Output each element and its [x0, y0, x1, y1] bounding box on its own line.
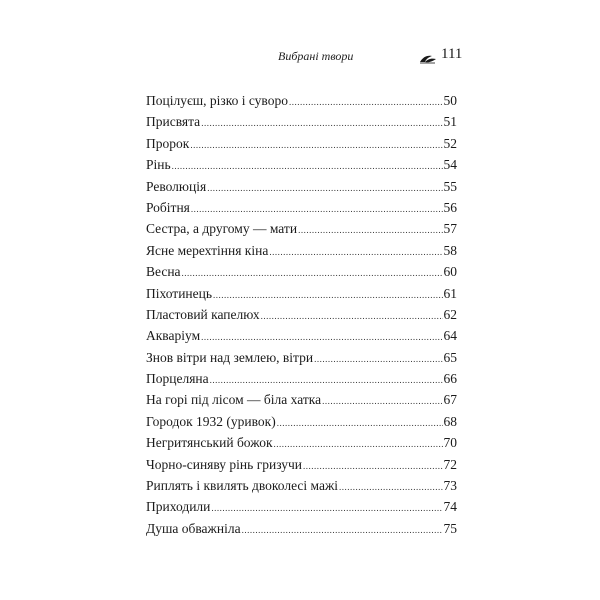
running-header [0, 45, 600, 67]
toc-entry-page: 60 [443, 264, 457, 280]
toc-entry-title: Акваріум [146, 328, 201, 344]
page-number: 111 [441, 46, 463, 62]
toc-entry-title: Весна [146, 264, 181, 280]
dot-leader [274, 432, 443, 455]
toc-entry [146, 411, 457, 432]
dot-leader [172, 154, 443, 177]
toc-entry-title: Пластовий капелюх [146, 306, 260, 322]
dot-leader [207, 176, 442, 199]
toc-entry [146, 90, 457, 111]
toc-entry [146, 218, 457, 239]
toc-entry-title: Негритянський божок [146, 435, 273, 451]
toc-entry-page: 73 [443, 478, 457, 494]
toc-entry-title: Городок 1932 (уривок) [146, 413, 276, 429]
toc-entry [146, 454, 457, 475]
toc-entry-title: Сестра, а другому — мати [146, 221, 298, 237]
toc-entry [146, 368, 457, 389]
toc-entry-page: 64 [443, 328, 457, 344]
toc-entry-page: 68 [443, 413, 457, 429]
dot-leader [213, 283, 442, 306]
toc-entry-page: 74 [443, 499, 457, 515]
toc-entry-page: 51 [443, 114, 457, 130]
toc-entry [146, 325, 457, 346]
toc-entry [146, 475, 457, 496]
toc-entry-title: Приходили [146, 499, 211, 515]
toc-entry-title: Революція [146, 178, 207, 194]
toc-entry [146, 261, 457, 282]
toc-entry [146, 432, 457, 453]
toc-entry [146, 347, 457, 368]
toc-entry-page: 65 [443, 349, 457, 365]
toc-entry-title: Порцеляна [146, 371, 209, 387]
leaf-ornament-icon [419, 50, 437, 62]
toc-entry-title: Душа обважніла [146, 520, 241, 536]
toc-entry [146, 197, 457, 218]
toc-entry-title: Ясне мерехтіння кіна [146, 242, 269, 258]
dot-leader [269, 240, 442, 263]
dot-leader [210, 368, 443, 391]
toc-entry [146, 176, 457, 197]
toc-entry-title: Пророк [146, 135, 190, 151]
toc-entry-title: Присвята [146, 114, 201, 130]
toc-entry-page: 62 [443, 306, 457, 322]
toc-entry [146, 304, 457, 325]
toc-entry-title: Поцілуєш, різко і суворо [146, 93, 288, 108]
toc-entry-page: 54 [443, 157, 457, 173]
toc-entry-page: 66 [443, 371, 457, 387]
dot-leader [339, 475, 442, 498]
dot-leader [201, 111, 442, 134]
toc-entry-page: 75 [443, 520, 457, 536]
dot-leader [298, 218, 442, 241]
toc-entry-page: 70 [443, 435, 457, 451]
dot-leader [277, 411, 443, 434]
dot-leader [261, 304, 443, 327]
toc-entry-title: Чорно-синяву рінь гризучи [146, 456, 303, 472]
dot-leader [314, 347, 442, 370]
toc-entry [146, 240, 457, 261]
toc-entry-page: 57 [443, 221, 457, 237]
toc-entry-page: 67 [443, 392, 457, 408]
toc-entry-title: Робітня [146, 199, 190, 215]
toc-entry [146, 111, 457, 132]
toc-entry-title: Знов вітри над землею, вітри [146, 349, 314, 365]
toc-entry-page: 55 [443, 178, 457, 194]
dot-leader [289, 90, 443, 113]
toc-entry [146, 283, 457, 304]
toc-entry-title: На горі під лісом — біла хатка [146, 392, 322, 408]
toc-entry-title: Піхотинець [146, 285, 213, 301]
dot-leader [182, 261, 443, 284]
toc-entry [146, 496, 457, 517]
toc-entry [146, 133, 457, 154]
dot-leader [211, 496, 442, 519]
dot-leader [303, 454, 442, 477]
toc-entry-page: 58 [443, 242, 457, 258]
dot-leader [191, 197, 443, 220]
toc-entry [146, 154, 457, 175]
toc-entry-page: 52 [443, 135, 457, 151]
toc-entry [146, 518, 457, 539]
toc-entry-page: 72 [443, 456, 457, 472]
dot-leader [190, 133, 442, 156]
running-title: Вибрані твори [278, 49, 354, 63]
toc-entry-page: 56 [443, 199, 457, 215]
toc-entry-title: Риплять і квилять двоколесі мажі [146, 478, 339, 494]
dot-leader [242, 518, 443, 541]
dot-leader [201, 325, 442, 348]
toc-entry-page: 50 [443, 93, 457, 108]
toc-entry [146, 389, 457, 410]
toc-entry-title: Рінь [146, 157, 171, 173]
toc-entry-page: 61 [443, 285, 457, 301]
dot-leader [322, 389, 442, 412]
table-of-contents [146, 90, 457, 539]
